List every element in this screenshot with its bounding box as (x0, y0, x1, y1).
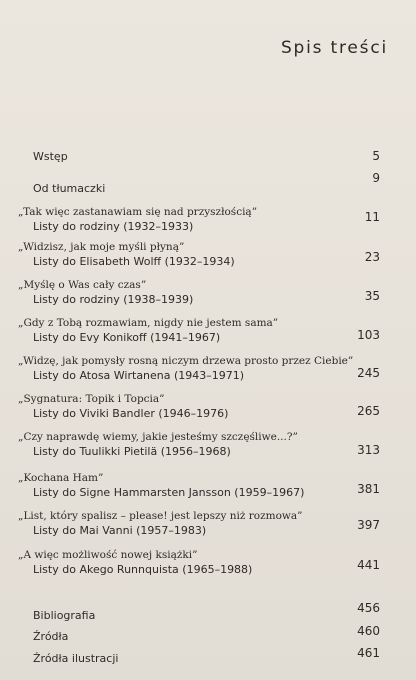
chapter-quote: „Kochana Ham” (18, 472, 104, 484)
back-item-label: Źródła ilustracji (33, 652, 119, 665)
chapter-page: 245 (357, 366, 380, 380)
chapter-quote: „Widzisz, jak moje myśli płyną” (18, 241, 185, 253)
chapter-page: 11 (364, 210, 380, 224)
chapter-subtitle: Listy do Signe Hammarsten Jansson (1959–1967) (33, 486, 305, 499)
chapter-page: 35 (364, 289, 380, 303)
front-item-label: Wstęp (33, 150, 68, 163)
chapter-page: 381 (357, 482, 380, 496)
chapter-quote: „List, który spalisz – please! jest lepszy niż rozmowa” (18, 510, 303, 522)
chapter-page: 397 (357, 518, 380, 532)
chapter-quote: „Widzę, jak pomysły rosną niczym drzewa prosto przez Ciebie” (18, 355, 354, 367)
chapter-subtitle: Listy do Viviki Bandler (1946–1976) (33, 407, 229, 420)
chapter-subtitle: Listy do rodziny (1932–1933) (33, 220, 194, 233)
chapter-quote: „A więc możliwość nowej książki” (18, 549, 198, 561)
chapter-quote: „Sygnatura: Topik i Topcia” (18, 393, 165, 405)
chapter-subtitle: Listy do Mai Vanni (1957–1983) (33, 524, 207, 537)
front-item-page: 9 (372, 171, 380, 185)
chapter-quote: „Czy naprawdę wiemy, jakie jesteśmy szczęśliwe...?” (18, 431, 298, 443)
chapter-subtitle: Listy do Elisabeth Wolff (1932–1934) (33, 255, 235, 268)
back-item-label: Źródła (33, 630, 69, 643)
chapter-subtitle: Listy do Evy Konikoff (1941–1967) (33, 331, 221, 344)
chapter-page: 103 (357, 328, 380, 342)
back-item-label: Bibliografia (33, 609, 96, 622)
back-item-page: 461 (357, 646, 380, 660)
chapter-subtitle: Listy do Tuulikki Pietilä (1956–1968) (33, 445, 231, 458)
chapter-page: 23 (364, 250, 380, 264)
front-item-label: Od tłumaczki (33, 182, 106, 195)
chapter-subtitle: Listy do rodziny (1938–1939) (33, 293, 194, 306)
chapter-quote: „Myślę o Was cały czas” (18, 279, 147, 291)
chapter-page: 265 (357, 404, 380, 418)
chapter-subtitle: Listy do Atosa Wirtanena (1943–1971) (33, 369, 245, 382)
chapter-subtitle: Listy do Akego Runnquista (1965–1988) (33, 563, 253, 576)
back-item-page: 460 (357, 624, 380, 638)
page-title: Spis treści (280, 38, 388, 58)
front-item-page: 5 (372, 149, 380, 163)
chapter-quote: „Tak więc zastanawiam się nad przyszłością” (18, 206, 258, 218)
chapter-quote: „Gdy z Tobą rozmawiam, nigdy nie jestem sama” (18, 317, 279, 329)
back-item-page: 456 (357, 601, 380, 615)
chapter-page: 441 (357, 558, 380, 572)
chapter-page: 313 (357, 443, 380, 457)
